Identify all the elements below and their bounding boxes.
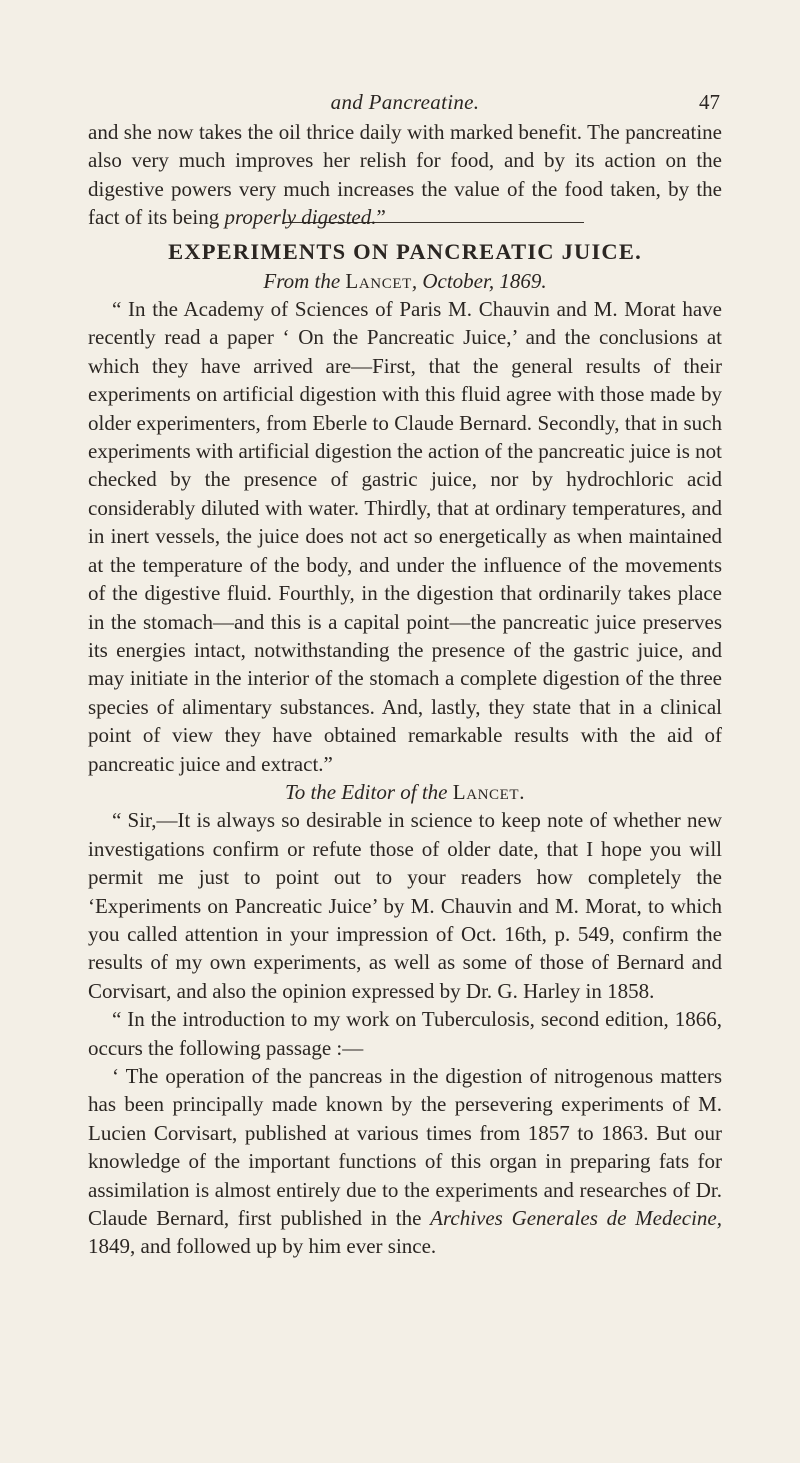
opening-text: and she now takes the oil thrice daily with marked benefit. The pancreatine also very much improves her relish for food, and by its action on the digestive powers very much increases the value of the food taken, by the fact of its being	[88, 120, 722, 230]
source-journal: Lancet	[345, 268, 412, 293]
letter-subheading	[88, 778, 722, 806]
quoted-passage-text: ‘ The operation of the pancreas in the digestion of nitrogenous matters has been principally made known by the persevering experiments of M. Lucien Corvisart, published at various times from 1857 to 1863. But our knowledge of the important functions of this organ in preparing fats for assimilation is almost entirely due to the experiments and researches of Dr. Claude Bernard, first published in the	[88, 1064, 722, 1231]
opening-close-quote: ”	[376, 205, 386, 230]
book-page	[0, 78, 800, 1463]
source-prefix: From the	[263, 268, 346, 293]
paragraph-letter-opening: “ Sir,—It is always so desirable in science to keep note of whether new investigations confirm or refute those of older date, that I hope you will permit me just to point out to your readers how completely the ‘Experiments on Pancreatic Juice’ by M. Chauvin and M. Morat, to which you called attention in your impression of Oct. 16th, p. 549, confirm the results of my own experiments, as well as some of those of Bernard and Corvisart, and also the opinion expressed by Dr. G. Harley in 1858.	[88, 808, 722, 1003]
opening-emphasis: properly digested.	[224, 205, 377, 230]
paragraph-academy-report: “ In the Academy of Sciences of Paris M. Chauvin and M. Morat have recently read a paper ‘ On the Pancreatic Juice,’ and the conclusions at which they have arrived are—First, that the general results of their experiments on artificial digestion with this fluid agree with those made by older experimenters, from Eberle to Claude Bernard. Secondly, that in such experiments with artificial digestion the action of the pancreatic juice is not checked by the presence of gastric juice, nor by hydrochloric acid considerably diluted with water. Thirdly, that at ordinary temperatures, and in inert vessels, the juice does not act so energetically as when maintained at the temperature of the body, and under the influence of the movements of the digestive fluid. Fourthly, in the digestion that ordinarily takes place in the stomach—and this is a capital point—the pancreatic juice preserves its energies intact, notwithstanding the presence of the gastric juice, and may initiate in the interior of the stomach a complete digestion of the three species of alimentary substances. And, lastly, they state that in a clinical point of view they have obtained remarkable results with the aid of pancreatic juice and extract.”	[88, 297, 722, 776]
source-date: , October, 1869.	[411, 268, 547, 293]
quoted-passage-emphasis: Archives Generales de Medecine,	[430, 1206, 722, 1231]
section-heading: EXPERIMENTS ON PANCREATIC JUICE.	[168, 238, 642, 264]
subhead-journal: Lancet.	[452, 779, 526, 804]
quoted-passage-close: 1849, and followed up by him ever since.	[88, 1234, 437, 1259]
page-number: 47	[699, 90, 720, 114]
running-title: and Pancreatine.	[330, 90, 480, 114]
running-head	[88, 78, 722, 118]
opening-paragraph	[88, 118, 722, 232]
source-line	[88, 267, 722, 295]
paragraph-quoted-passage	[88, 1062, 722, 1261]
subhead-prefix: To the Editor of the	[284, 779, 453, 804]
paragraph-introduction: “ In the introduction to my work on Tuberculosis, second edition, 1866, occurs the following passage :—	[88, 1007, 722, 1060]
